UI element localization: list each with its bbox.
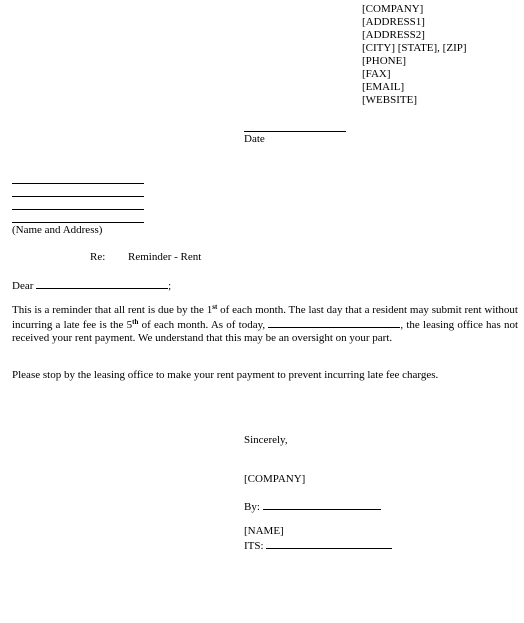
closing-company: [COMPANY] [244,473,306,485]
p1-text-c: of each month. As of today, [138,319,266,331]
name-address-label: (Name and Address) [12,224,103,236]
closing-name: [NAME] [244,525,284,537]
date-label: Date [244,133,265,145]
sender-email: [EMAIL] [362,81,405,93]
re-subject: Reminder - Rent [128,251,202,263]
by-line [244,499,381,514]
its-label: ITS: [244,540,264,552]
its-title-blank [266,538,392,549]
date-line [244,131,346,132]
re-label: Re: [90,251,106,263]
p1-date-blank [268,317,400,328]
p1-sup-st: st [212,303,218,311]
sincerely: Sincerely, [244,434,288,446]
sender-address1: [ADDRESS1] [362,16,425,28]
salutation-blank [36,278,168,289]
sender-fax: [FAX] [362,68,391,80]
recipient-line-3 [12,209,144,210]
p1-text-d: , the leasing office has not received your rent payment. We understand that this may be an oversight on your part. [12,319,519,344]
salutation-dear: Dear [12,280,34,292]
paragraph-2: Please stop by the leasing office to make your rent payment to prevent incurring late fee charges. [12,369,439,381]
paragraph-1 [12,304,518,345]
recipient-line-4 [12,222,144,223]
by-signature-blank [263,499,381,510]
sender-block [362,3,467,107]
recipient-line-1 [12,183,144,184]
sender-city-state-zip: [CITY] [STATE], [ZIP] [362,42,467,54]
salutation [12,278,171,293]
p1-text-a: This is a reminder that all rent is due by the 1 [12,304,213,316]
sender-address2: [ADDRESS2] [362,29,425,41]
sender-phone: [PHONE] [362,55,406,67]
by-label: By: [244,501,260,513]
salutation-end: ; [168,280,172,292]
recipient-line-2 [12,196,144,197]
sender-website: [WEBSITE] [362,94,417,106]
p1-sup-th: th [132,318,139,326]
p1-text-b: of each month. The last day that a resident may submit rent without incurring a late fee is the 5 [12,304,518,331]
sender-company: [COMPANY] [362,3,424,15]
its-line [244,538,392,553]
